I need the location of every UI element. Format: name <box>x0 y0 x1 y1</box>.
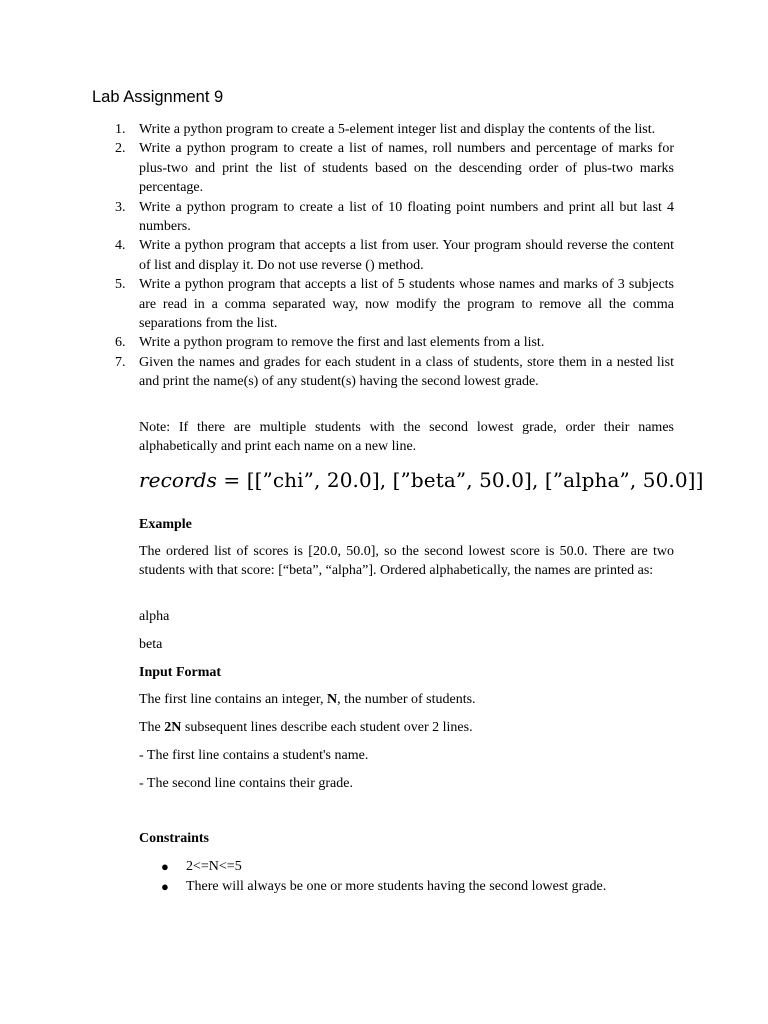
input-format-heading: Input Format <box>139 665 222 680</box>
bold-term: 2N <box>164 720 182 735</box>
list-item-number: 4. <box>115 238 126 254</box>
constraints-list <box>161 857 686 896</box>
note-paragraph: Note: If there are multiple students with the second lowest grade, order their names alphabetically and print each name on a new line. <box>139 420 674 454</box>
list-item <box>115 353 674 392</box>
list-item-number: 3. <box>115 199 126 215</box>
list-item-number: 6. <box>115 335 126 351</box>
constraints-heading: Constraints <box>139 831 210 846</box>
list-item-text: Write a python program to remove the first and last elements from a list. <box>139 335 545 351</box>
list-item-number: 1. <box>115 122 126 137</box>
list-item <box>161 877 686 897</box>
example-output-line: beta <box>139 637 163 652</box>
bullet-icon: ● <box>161 878 169 894</box>
task-list <box>115 120 674 392</box>
example-output-line: alpha <box>139 609 170 624</box>
list-item <box>115 198 674 237</box>
input-format-line: - The first line contains a student's name. <box>139 748 369 763</box>
list-item-number: 2. <box>115 141 126 157</box>
formula-expression: = [[”chi”, 20.0], [”beta”, 50.0], [”alpha”, 50.0]] <box>216 468 704 492</box>
bullet-icon: ● <box>161 859 169 874</box>
list-item <box>161 857 686 877</box>
list-item <box>115 236 674 275</box>
formula-variable: records <box>139 468 217 492</box>
list-item <box>115 120 674 139</box>
list-item-text: Write a python program that accepts a list of 5 students whose names and marks of 3 subjects are read in a comma separated way, now modify the program to remove all the comma separations from the list. <box>139 277 674 332</box>
example-paragraph: The ordered list of scores is [20.0, 50.0], so the second lowest score is 50.0. There are two students with that score: [“beta”, “alpha”]. Ordered alphabetically, the names are printed as: <box>139 544 674 578</box>
text-span: The <box>139 720 165 735</box>
list-item <box>115 333 674 352</box>
list-item-text: Write a python program to create a list of names, roll numbers and percentage of marks for plus-two and print the list of students based on the descending order of plus-two marks percentage. <box>139 141 674 196</box>
page-title: Lab Assignment 9 <box>92 88 224 106</box>
records-formula <box>139 468 703 492</box>
text-span: , the number of students. <box>337 692 476 707</box>
constraint-text: 2<=N<=5 <box>186 859 242 874</box>
list-item-text: Write a python program to create a 5-element integer list and display the contents of the list. <box>139 122 656 137</box>
text-span: The first line contains an integer, <box>139 692 327 707</box>
example-heading: Example <box>139 517 192 532</box>
list-item <box>115 139 674 197</box>
bold-term: N <box>327 692 338 707</box>
constraint-text: There will always be one or more students having the second lowest grade. <box>186 878 607 894</box>
input-format-line: - The second line contains their grade. <box>139 776 353 791</box>
list-item-text: Given the names and grades for each student in a class of students, store them in a nested list and print the name(s) of any student(s) having the second lowest grade. <box>139 354 674 390</box>
input-format-line <box>139 690 674 709</box>
list-item-number: 5. <box>115 277 126 293</box>
list-item-number: 7. <box>115 354 126 370</box>
list-item-text: Write a python program that accepts a list from user. Your program should reverse the content of list and display it. Do not use reverse () method. <box>139 238 674 273</box>
text-span: subsequent lines describe each student over 2 lines. <box>181 720 473 735</box>
input-format-line <box>139 718 674 737</box>
list-item-text: Write a python program to create a list of 10 floating point numbers and print all but last 4 numbers. <box>139 199 674 235</box>
list-item <box>115 275 674 333</box>
